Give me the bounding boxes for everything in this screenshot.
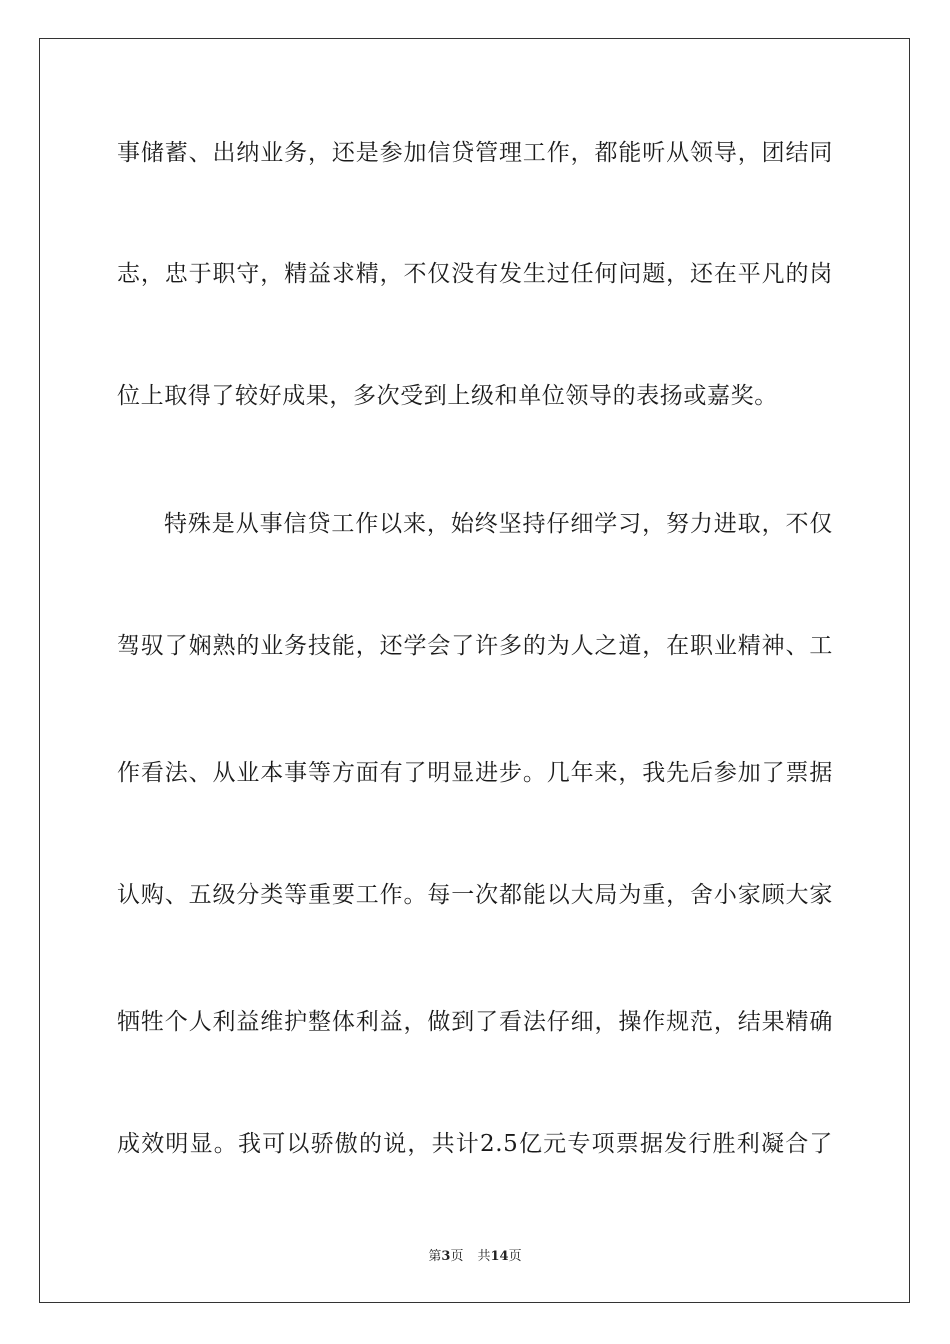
body-text-line: 志，忠于职守，精益求精，不仅没有发生过任何问题，还在平凡的岗	[117, 261, 833, 287]
body-text-line: 认购、五级分类等重要工作。每一次都能以大局为重，舍小家顾大家	[117, 882, 833, 908]
body-text-line: 成效明显。我可以骄傲的说，共计2.5亿元专项票据发行胜利凝合了	[117, 1131, 833, 1157]
body-text-line: 驾驭了娴熟的业务技能，还学会了许多的为人之道，在职业精神、工	[117, 633, 833, 659]
page-suffix: 页	[450, 1249, 464, 1264]
body-text-line: 牺牲个人利益维护整体利益，做到了看法仔细，操作规范，结果精确	[117, 1009, 833, 1035]
page-prefix: 第	[428, 1249, 442, 1264]
total-suffix: 页	[508, 1249, 522, 1264]
total-prefix: 共	[477, 1249, 491, 1264]
paragraph-first-line: 特殊是从事信贷工作以来，始终坚持仔细学习，努力进取，不仅	[164, 511, 833, 537]
body-text-line: 作看法、从业本事等方面有了明显进步。几年来，我先后参加了票据	[117, 760, 833, 786]
page-number: 3	[441, 1249, 451, 1264]
body-text-line: 位上取得了较好成果，多次受到上级和单位领导的表扬或嘉奖。	[117, 383, 778, 409]
total-pages: 14	[490, 1249, 509, 1264]
page-border	[39, 38, 910, 1303]
body-text-line: 事储蓄、出纳业务，还是参加信贷管理工作，都能听从领导，团结同	[117, 140, 833, 166]
page-footer	[0, 1248, 950, 1266]
